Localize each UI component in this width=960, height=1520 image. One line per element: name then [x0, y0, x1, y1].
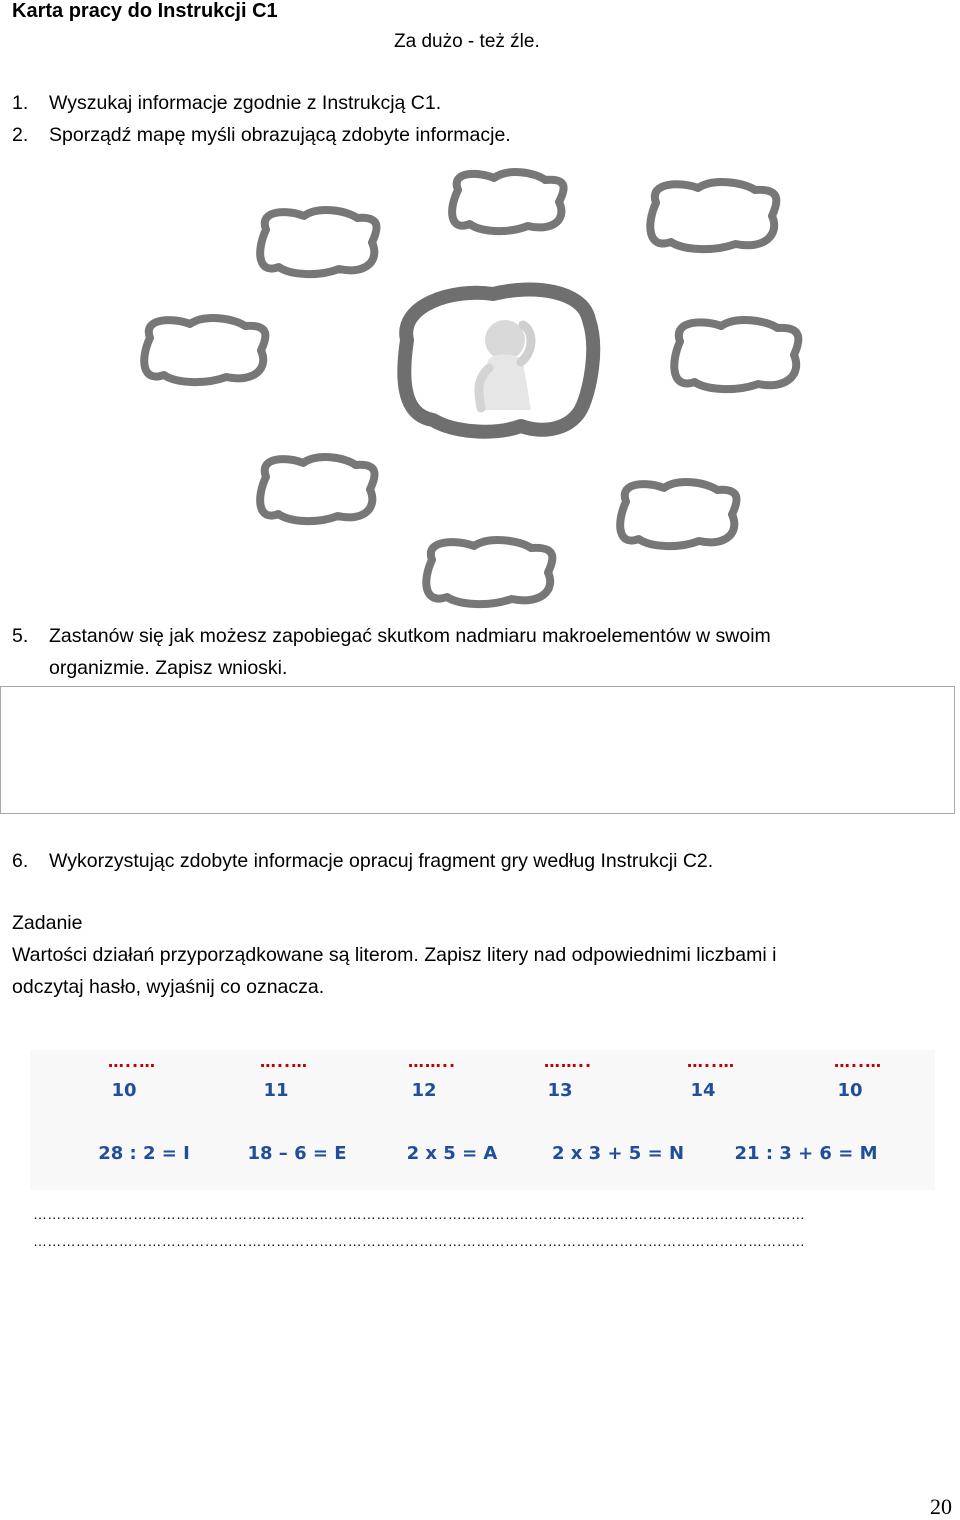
conclusions-answer-box[interactable] [0, 686, 955, 814]
step-5-number: 5. [12, 625, 29, 647]
step-5-line-2: organizmie. Zapisz wnioski. [49, 657, 288, 679]
step-2-number: 2. [12, 124, 29, 146]
task-line-2: odczytaj hasło, wyjaśnij co oznacza. [12, 976, 325, 998]
letter-equation: 21 : 3 + 6 = M [734, 1143, 878, 1164]
code-number: 14 [690, 1080, 716, 1101]
cloud-top-right [638, 172, 788, 260]
worksheet-title: Karta pracy do Instrukcji C1 [12, 0, 278, 22]
letter-equation: 2 x 3 + 5 = N [551, 1143, 685, 1164]
code-number: 12 [411, 1080, 437, 1101]
central-cloud [393, 280, 603, 440]
code-number: 11 [263, 1080, 289, 1101]
cloud-top-center [440, 162, 575, 242]
code-number: 13 [547, 1080, 573, 1101]
answer-line-2[interactable]: ……………………………………………………………………………………………………………………………………………… [33, 1233, 806, 1249]
step-5 [12, 620, 771, 652]
letter-blank[interactable]: …..… [259, 1052, 309, 1071]
code-number: 10 [837, 1080, 863, 1101]
letter-equation: 18 – 6 = E [247, 1143, 347, 1164]
step-2 [12, 119, 511, 151]
step-1-text: Wyszukaj informacje zgodnie z Instrukcją C1. [49, 92, 442, 114]
worksheet-subtitle: Za dużo - też źle. [394, 31, 540, 52]
step-1-number: 1. [12, 92, 29, 114]
letter-blank[interactable]: …..… [833, 1052, 883, 1071]
letter-equation: 28 : 2 = I [98, 1143, 190, 1164]
cloud-top-left [248, 200, 388, 285]
page-number: 20 [930, 1494, 952, 1519]
code-number: 10 [111, 1080, 137, 1101]
step-2-text: Sporządź mapę myśli obrazującą zdobyte informacje. [49, 124, 511, 146]
answer-line-1[interactable]: ……………………………………………………………………………………………………………………………………………… [33, 1206, 806, 1222]
cloud-low-right [608, 472, 748, 557]
step-5-line-1: Zastanów się jak możesz zapobiegać skutkom nadmiaru makroelementów w swoim [49, 625, 771, 647]
letter-blank[interactable]: …..… [686, 1052, 736, 1071]
letter-blank[interactable]: …..… [107, 1052, 157, 1071]
cloud-mid-left [132, 308, 277, 393]
step-1 [12, 87, 441, 119]
letter-blank[interactable]: …….. [543, 1052, 593, 1071]
letter-equation: 2 x 5 = A [406, 1143, 498, 1164]
cloud-mid-right [662, 310, 810, 400]
step-6-text: Wykorzystując zdobyte informacje opracuj fragment gry według Instrukcji C2. [49, 850, 714, 872]
cloud-bottom [414, 530, 564, 615]
task-line-1: Wartości działań przyporządkowane są literom. Zapisz litery nad odpowiednimi liczbami i [12, 944, 777, 966]
step-6 [12, 845, 713, 877]
step-6-number: 6. [12, 850, 29, 872]
letter-blank[interactable]: …….. [407, 1052, 457, 1071]
task-heading: Zadanie [12, 912, 83, 934]
code-puzzle-panel [30, 1050, 935, 1190]
cloud-low-left [248, 447, 386, 532]
